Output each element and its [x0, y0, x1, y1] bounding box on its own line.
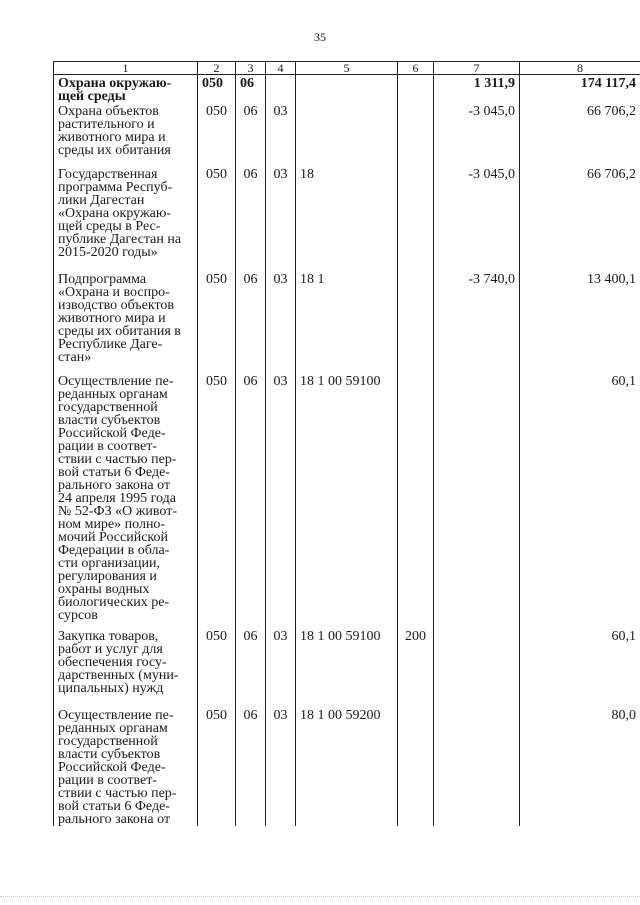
row-name-cell: Подпрограмма «Охрана и воспро- изводство объектов животного мира и среды их обитания в Республике Даге- стан» [54, 271, 198, 373]
total-amount-cell: 66 706,2 [520, 103, 640, 166]
section-code-cell: 06 [236, 373, 266, 628]
expense-type-cell [398, 707, 434, 826]
column-header-2: 2 [198, 62, 236, 75]
subsection-code-cell: 03 [266, 373, 296, 628]
subsection-code-cell: 03 [266, 166, 296, 271]
row-name-cell: Закупка товаров, работ и услуг для обеспечения госу- дарственных (муни- ципальных) нужд [54, 628, 198, 707]
total-amount-cell: 174 117,4 [520, 75, 640, 104]
section-code-cell: 06 [236, 75, 266, 104]
admin-code-cell: 050 [198, 271, 236, 373]
column-header-8: 8 [520, 62, 640, 75]
row-name-cell: Охрана окружаю- щей среды [54, 75, 198, 104]
budget-table [53, 61, 640, 826]
column-header-3: 3 [236, 62, 266, 75]
expense-type-cell [398, 103, 434, 166]
admin-code-cell: 050 [198, 75, 236, 104]
expense-type-cell [398, 271, 434, 373]
table-row [54, 628, 640, 707]
subsection-code-cell [266, 75, 296, 104]
change-amount-cell: -3 740,0 [434, 271, 520, 373]
table-row [54, 103, 640, 166]
change-amount-cell [434, 373, 520, 628]
table-row [54, 75, 640, 104]
column-header-5: 5 [296, 62, 398, 75]
subsection-code-cell: 03 [266, 271, 296, 373]
column-header-1: 1 [54, 62, 198, 75]
expense-type-cell [398, 75, 434, 104]
expense-type-cell [398, 373, 434, 628]
table-body [54, 75, 640, 827]
target-article-cell: 18 [296, 166, 398, 271]
change-amount-cell: -3 045,0 [434, 103, 520, 166]
change-amount-cell: 1 311,9 [434, 75, 520, 104]
section-code-cell: 06 [236, 707, 266, 826]
expense-type-cell: 200 [398, 628, 434, 707]
target-article-cell [296, 75, 398, 104]
table-row [54, 271, 640, 373]
admin-code-cell: 050 [198, 166, 236, 271]
total-amount-cell: 60,1 [520, 628, 640, 707]
page-number: 35 [314, 30, 326, 44]
scan-bottom-edge [0, 896, 640, 898]
table-row [54, 373, 640, 628]
target-article-cell: 18 1 00 59100 [296, 628, 398, 707]
section-code-cell: 06 [236, 166, 266, 271]
total-amount-cell: 66 706,2 [520, 166, 640, 271]
total-amount-cell: 13 400,1 [520, 271, 640, 373]
target-article-cell [296, 103, 398, 166]
target-article-cell: 18 1 00 59200 [296, 707, 398, 826]
table-row [54, 707, 640, 826]
section-code-cell: 06 [236, 628, 266, 707]
change-amount-cell [434, 707, 520, 826]
target-article-cell: 18 1 00 59100 [296, 373, 398, 628]
column-header-4: 4 [266, 62, 296, 75]
row-name-cell: Государственная программа Респуб- лики Дагестан «Охрана окружаю- щей среды в Рес- публике Дагестан на 2015-2020 годы» [54, 166, 198, 271]
admin-code-cell: 050 [198, 103, 236, 166]
total-amount-cell: 80,0 [520, 707, 640, 826]
row-name-cell: Осуществление пе- реданных органам государственной власти субъектов Российской Феде- рации в соответ- ствии с частью пер- вой статьи 6 Феде- рального закона от [54, 707, 198, 826]
column-header-7: 7 [434, 62, 520, 75]
section-code-cell: 06 [236, 103, 266, 166]
subsection-code-cell: 03 [266, 707, 296, 826]
subsection-code-cell: 03 [266, 103, 296, 166]
total-amount-cell: 60,1 [520, 373, 640, 628]
change-amount-cell [434, 628, 520, 707]
row-name-cell: Охрана объектов растительного и животного мира и среды их обитания [54, 103, 198, 166]
section-code-cell: 06 [236, 271, 266, 373]
admin-code-cell: 050 [198, 707, 236, 826]
change-amount-cell: -3 045,0 [434, 166, 520, 271]
table-row [54, 166, 640, 271]
subsection-code-cell: 03 [266, 628, 296, 707]
column-header-6: 6 [398, 62, 434, 75]
header-row [54, 62, 640, 75]
admin-code-cell: 050 [198, 373, 236, 628]
target-article-cell: 18 1 [296, 271, 398, 373]
admin-code-cell: 050 [198, 628, 236, 707]
expense-type-cell [398, 166, 434, 271]
row-name-cell: Осуществление пе- реданных органам государственной власти субъектов Российской Феде- рации в соответ- ствии с частью пер- вой статьи 6 Феде- рального закона от 24 апреля 1995 года № 52-ФЗ «О живот- ном мире» полно- мочий Российской Федерации в обла- сти организации, регулирования и охраны водных биологических ре- сурсов [54, 373, 198, 628]
